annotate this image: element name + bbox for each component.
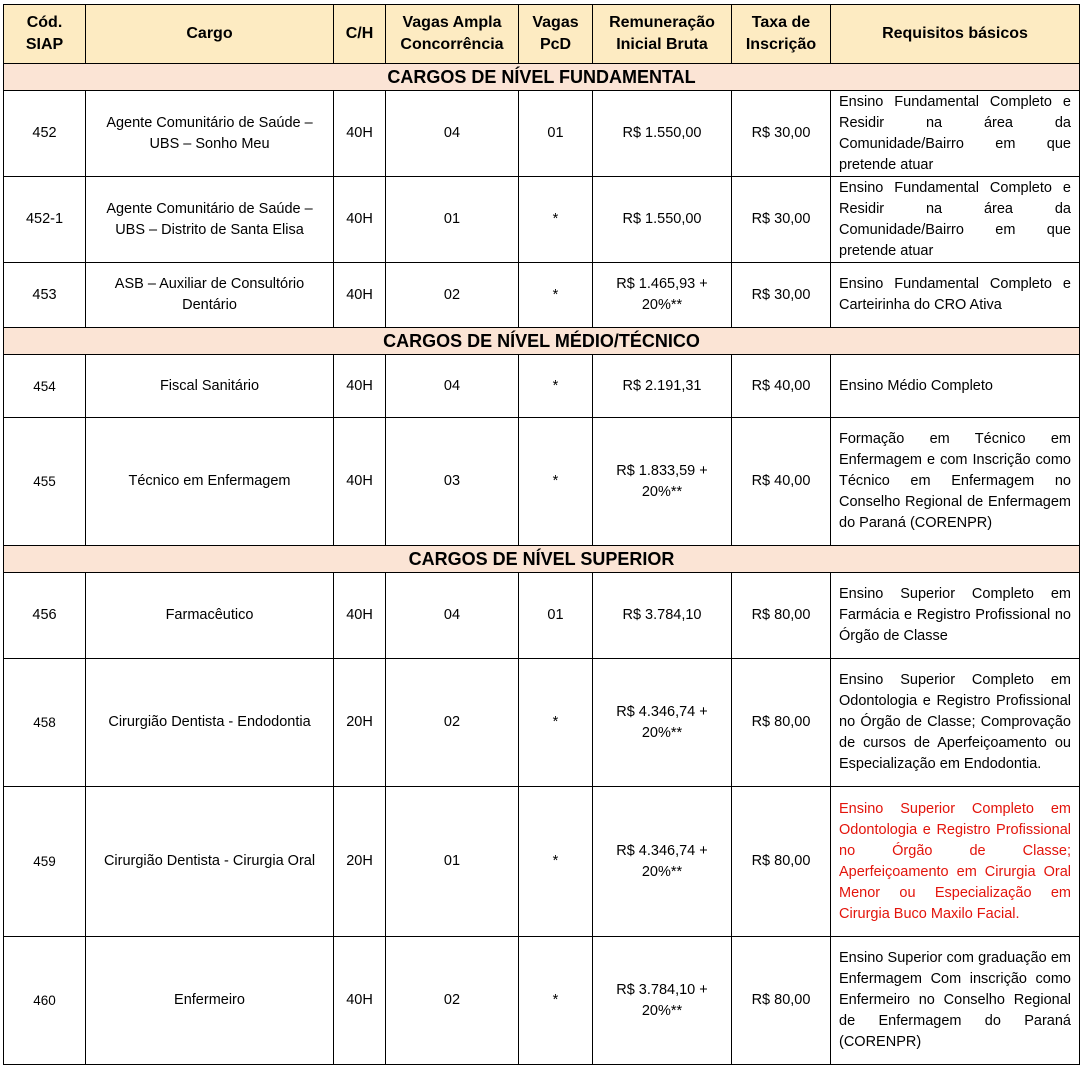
cell-cod: 455: [4, 418, 86, 546]
cell-cargo: Enfermeiro: [86, 937, 334, 1065]
table-row: [4, 937, 1080, 1065]
cell-requisitos: Ensino Superior Completo em Farmácia e Registro Profissional no Órgão de Classe: [831, 573, 1080, 659]
cell-ch: 20H: [334, 659, 386, 787]
cell-ch: 40H: [334, 177, 386, 263]
section-row-medio: [4, 328, 1080, 355]
cell-vagas-ampla: 04: [386, 91, 519, 177]
cell-taxa: R$ 80,00: [732, 787, 831, 937]
cell-vagas-pcd: *: [519, 263, 593, 328]
cell-vagas-ampla: 01: [386, 177, 519, 263]
cell-taxa: R$ 80,00: [732, 659, 831, 787]
cell-vagas-pcd: *: [519, 355, 593, 418]
cell-vagas-ampla: 02: [386, 659, 519, 787]
cell-cod: 458: [4, 659, 86, 787]
table-row: [4, 573, 1080, 659]
cell-ch: 40H: [334, 573, 386, 659]
cell-requisitos-highlighted: Ensino Superior Completo em Odontologia e Registro Profissional no Órgão de Classe; Aperfeiçoamento em Cirurgia Oral Menor ou Especialização em Cirurgia Buco Maxilo Facial.: [831, 787, 1080, 937]
cell-vagas-pcd: 01: [519, 91, 593, 177]
cell-vagas-ampla: 02: [386, 263, 519, 328]
cell-requisitos: Ensino Superior com graduação em Enfermagem Com inscrição como Enfermeiro no Conselho Regional de Enfermagem do Paraná (CORENPR): [831, 937, 1080, 1065]
header-vagas-pcd: Vagas PcD: [519, 5, 593, 64]
cell-remuneracao: R$ 1.550,00: [593, 91, 732, 177]
cell-ch: 20H: [334, 787, 386, 937]
cell-vagas-pcd: 01: [519, 573, 593, 659]
cell-cargo: Farmacêutico: [86, 573, 334, 659]
cell-cargo: Agente Comunitário de Saúde – UBS – Distrito de Santa Elisa: [86, 177, 334, 263]
table-row: [4, 177, 1080, 263]
cell-requisitos: Ensino Superior Completo em Odontologia e Registro Profissional no Órgão de Classe; Comprovação de cursos de Aperfeiçoamento ou Especialização em Endodontia.: [831, 659, 1080, 787]
section-title-medio: CARGOS DE NÍVEL MÉDIO/TÉCNICO: [4, 328, 1080, 355]
header-remuneracao: Remuneração Inicial Bruta: [593, 5, 732, 64]
cell-vagas-pcd: *: [519, 659, 593, 787]
cell-cargo: Técnico em Enfermagem: [86, 418, 334, 546]
vacancies-table: [3, 4, 1080, 1065]
header-cod-siap: Cód. SIAP: [4, 5, 86, 64]
cell-remuneracao: R$ 4.346,74 + 20%**: [593, 659, 732, 787]
cell-cargo: ASB – Auxiliar de Consultório Dentário: [86, 263, 334, 328]
cell-cargo: Fiscal Sanitário: [86, 355, 334, 418]
cell-ch: 40H: [334, 263, 386, 328]
cell-ch: 40H: [334, 937, 386, 1065]
cell-vagas-ampla: 03: [386, 418, 519, 546]
cell-taxa: R$ 30,00: [732, 91, 831, 177]
cell-cod: 459: [4, 787, 86, 937]
cell-vagas-pcd: *: [519, 177, 593, 263]
cell-remuneracao: R$ 1.833,59 + 20%**: [593, 418, 732, 546]
cell-taxa: R$ 30,00: [732, 263, 831, 328]
cell-taxa: R$ 80,00: [732, 937, 831, 1065]
cell-vagas-pcd: *: [519, 418, 593, 546]
cell-remuneracao: R$ 2.191,31: [593, 355, 732, 418]
header-requisitos: Requisitos básicos: [831, 5, 1080, 64]
cell-cargo: Cirurgião Dentista - Endodontia: [86, 659, 334, 787]
cell-taxa: R$ 40,00: [732, 418, 831, 546]
cell-cod: 460: [4, 937, 86, 1065]
cell-taxa: R$ 30,00: [732, 177, 831, 263]
header-ch: C/H: [334, 5, 386, 64]
cell-remuneracao: R$ 4.346,74 + 20%**: [593, 787, 732, 937]
table-header-row: [4, 5, 1080, 64]
header-taxa: Taxa de Inscrição: [732, 5, 831, 64]
cell-taxa: R$ 40,00: [732, 355, 831, 418]
cell-requisitos: Formação em Técnico em Enfermagem e com Inscrição como Técnico em Enfermagem no Conselho Regional de Enfermagem do Paraná (CORENPR): [831, 418, 1080, 546]
cell-requisitos: Ensino Fundamental Completo e Residir na área da Comunidade/Bairro em que pretende atuar: [831, 177, 1080, 263]
cell-requisitos: Ensino Médio Completo: [831, 355, 1080, 418]
table-row: [4, 355, 1080, 418]
cell-cod: 452-1: [4, 177, 86, 263]
cell-ch: 40H: [334, 91, 386, 177]
cell-vagas-pcd: *: [519, 937, 593, 1065]
cell-ch: 40H: [334, 355, 386, 418]
section-title-fundamental: CARGOS DE NÍVEL FUNDAMENTAL: [4, 64, 1080, 91]
cell-taxa: R$ 80,00: [732, 573, 831, 659]
table-row: [4, 418, 1080, 546]
cell-cod: 454: [4, 355, 86, 418]
cell-remuneracao: R$ 1.550,00: [593, 177, 732, 263]
cell-vagas-pcd: *: [519, 787, 593, 937]
cell-vagas-ampla: 01: [386, 787, 519, 937]
cell-cod: 456: [4, 573, 86, 659]
cell-requisitos: Ensino Fundamental Completo e Carteirinha do CRO Ativa: [831, 263, 1080, 328]
table-row: [4, 787, 1080, 937]
header-cargo: Cargo: [86, 5, 334, 64]
cell-cod: 453: [4, 263, 86, 328]
cell-remuneracao: R$ 3.784,10 + 20%**: [593, 937, 732, 1065]
header-vagas-ampla: Vagas Ampla Concorrência: [386, 5, 519, 64]
cell-cargo: Agente Comunitário de Saúde – UBS – Sonho Meu: [86, 91, 334, 177]
table-row: [4, 659, 1080, 787]
cell-remuneracao: R$ 3.784,10: [593, 573, 732, 659]
section-title-superior: CARGOS DE NÍVEL SUPERIOR: [4, 546, 1080, 573]
section-row-superior: [4, 546, 1080, 573]
cell-ch: 40H: [334, 418, 386, 546]
cell-cod: 452: [4, 91, 86, 177]
table-row: [4, 91, 1080, 177]
cell-remuneracao: R$ 1.465,93 + 20%**: [593, 263, 732, 328]
cell-vagas-ampla: 04: [386, 573, 519, 659]
cell-vagas-ampla: 02: [386, 937, 519, 1065]
cell-vagas-ampla: 04: [386, 355, 519, 418]
table-row: [4, 263, 1080, 328]
cell-requisitos: Ensino Fundamental Completo e Residir na área da Comunidade/Bairro em que pretende atuar: [831, 91, 1080, 177]
section-row-fundamental: [4, 64, 1080, 91]
cell-cargo: Cirurgião Dentista - Cirurgia Oral: [86, 787, 334, 937]
